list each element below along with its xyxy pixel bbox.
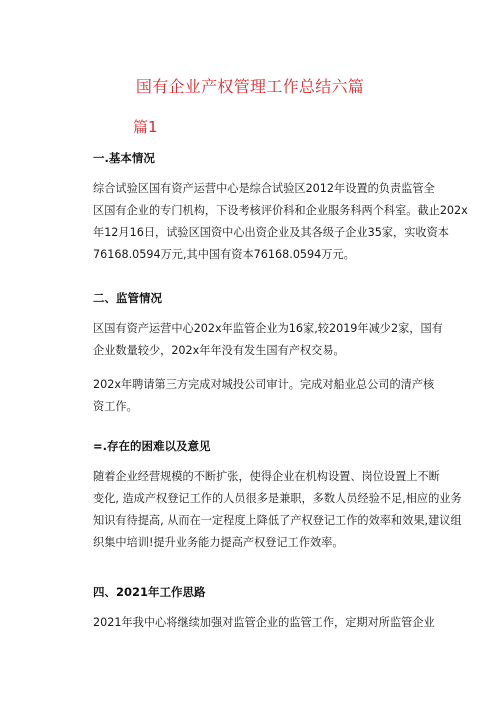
- section-paragraph: [93, 612, 433, 634]
- section-heading-difficulties: =.存在的困难以及意见: [93, 439, 211, 453]
- section-heading-work-plan: 四、2021年工作思路: [93, 585, 206, 599]
- paragraph-line: 区国有企业的专门机构，下设考核评价科和企业服务科两个科室。截止202x: [93, 204, 468, 217]
- section-heading-basic-info: 一.基本情况: [93, 151, 155, 165]
- paragraph-line: 综合试验区国有资产运营中心是综合试验区2012年设置的负责监管全: [93, 182, 435, 195]
- document-subtitle: 篇1: [133, 118, 158, 136]
- paragraph-line: 变化, 造成产权登记工作的人员很多是兼职，多数人员经验不足,相应的业务: [93, 492, 462, 505]
- paragraph-line: 202x年聘请第三方完成对城投公司审计。完成对船业总公司的清产核: [93, 378, 435, 391]
- paragraph-line: 76168.0594万元,其中国有资本76168.0594万元。: [93, 248, 355, 261]
- paragraph-line: 区国有资产运营中心202x年监管企业为16家,较2019年减少2家，国有: [93, 322, 443, 335]
- document-title: 国有企业产权管理工作总结六篇: [135, 77, 365, 96]
- section-paragraph: [93, 466, 462, 554]
- paragraph-line: 知识有待提高, 从而在一定程度上降低了产权登记工作的效率和效果,建议组: [93, 514, 462, 527]
- section-heading-supervision: 二、监管情况: [93, 291, 162, 305]
- paragraph-line: 企业数量较少，202x年年没有发生国有产权交易。: [93, 344, 345, 357]
- paragraph-line: 2021年我中心将继续加强对监管企业的监管工作，定期对所监管企业: [93, 616, 435, 629]
- paragraph-line: 随着企业经营规模的不断扩张，使得企业在机构设置、岗位设置上不断: [93, 470, 440, 483]
- section-paragraph: [93, 318, 443, 362]
- section-paragraph: [93, 178, 468, 266]
- paragraph-line: 年12月16日，试验区国资中心出资企业及其各级子企业35家，实收资本: [93, 226, 449, 239]
- paragraph-line: 资工作。: [93, 400, 138, 413]
- section-paragraph: [93, 374, 433, 418]
- paragraph-line: 织集中培训!提升业务能力提高产权登记工作效率。: [93, 536, 344, 549]
